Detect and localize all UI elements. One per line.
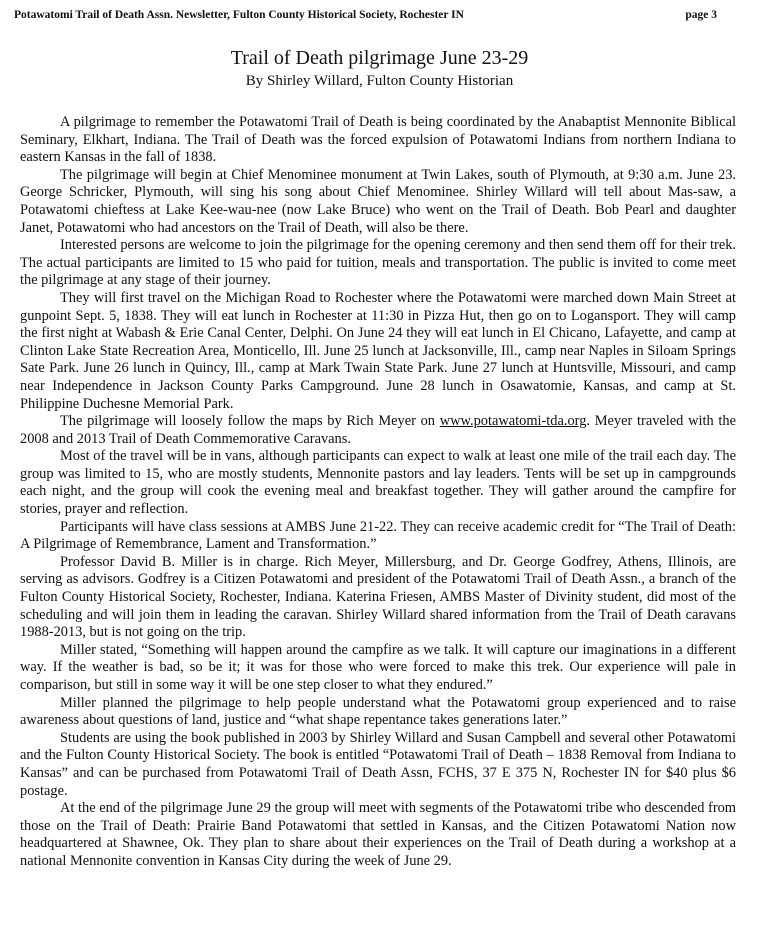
paragraph: Interested persons are welcome to join the pilgrimage for the opening ceremony and then send them off for their trek. The actual participants are limited to 15 who paid for tuition, meals and transportation. The public is invited to come meet the pilgrimage at any stage of their journey. <box>20 237 736 289</box>
paragraph-maps <box>20 413 736 448</box>
running-header <box>14 9 745 21</box>
paragraph: The pilgrimage will begin at Chief Menominee monument at Twin Lakes, south of Plymouth, at 9:30 a.m. June 23. George Schricker, Plymouth, will sing his song about Chief Menominee. Shirley Willard will tell about Mas-saw, a Potawatomi chieftess at Lake Kee-wau-nee (now Lake Bruce) who went on the Trail of Death. Bob Pearl and daughter Janet, Potawatomi who had ancestors on the Trail of Death, will also be there. <box>20 166 736 236</box>
article-body <box>20 114 736 871</box>
paragraph: They will first travel on the Michigan Road to Rochester where the Potawatomi were marched down Main Street at gunpoint Sept. 5, 1838. They will eat lunch in Rochester at 11:30 in Pizza Hut, then go on to Logansport. They will camp the first night at Wabash & Erie Canal Center, Delphi. On June 24 they will eat lunch in El Chicano, Lafayette, and camp at Clinton Lake State Recreation Area, Monticello, Ill. June 25 lunch at Jacksonville, Ill., camp near Naples in Siloam Springs Sate Park. June 26 lunch in Quincy, Ill., camp at Mark Twain State Park. June 27 lunch at Huntsville, Missouri, and camp near Independence in Jackson County Parks Campground. June 28 lunch in Osawatomie, Kansas, and camp at St. Philippine Duchesne Memorial Park. <box>20 289 736 412</box>
website-link[interactable]: www.potawatomi-tda.org <box>439 413 587 430</box>
maps-text-after: . Meyer traveled with the 2008 and 2013 Trail of Death Commemorative Caravans. <box>20 413 736 447</box>
page-number: page 3 <box>685 9 717 21</box>
maps-text-before: The pilgrimage will loosely follow the maps by Rich Meyer on <box>60 413 440 430</box>
paragraph: Miller stated, “Something will happen around the campfire as we talk. It will capture our imaginations in a different way. If the weather is bad, so be it; it was for those who were forced to make this trek. Our experience will pale in comparison, but still in some way it will be one step closer to what they endured.” <box>20 641 736 693</box>
paragraph: Miller planned the pilgrimage to help people understand what the Potawatomi group experienced and to raise awareness about questions of land, justice and “what shape repentance takes generations later.” <box>20 694 736 729</box>
paragraph: Participants will have class sessions at AMBS June 21-22. They can receive academic credit for “The Trail of Death: A Pilgrimage of Remembrance, Lament and Transformation.” <box>20 518 736 553</box>
newsletter-title: Potawatomi Trail of Death Assn. Newsletter, Fulton County Historical Society, Rochester IN <box>14 9 464 21</box>
article-title: Trail of Death pilgrimage June 23-29 <box>230 47 529 69</box>
article-byline: By Shirley Willard, Fulton County Historian <box>245 73 514 89</box>
paragraph: Professor David B. Miller is in charge. Rich Meyer, Millersburg, and Dr. George Godfrey, Athens, Illinois, are serving as advisors. Godfrey is a Citizen Potawatomi and president of the Potawatomi Trail of Death Assn., a branch of the Fulton County Historical Society, Rochester, Indiana. Katerina Friesen, AMBS Master of Divinity student, did most of the scheduling and will join them in leading the caravan. Shirley Willard shared information from the Trail of Death caravans 1988-2013, but is not going on the trip. <box>20 553 736 641</box>
paragraph: At the end of the pilgrimage June 29 the group will meet with segments of the Potawatomi tribe who descended from those on the Trail of Death: Prairie Band Potawatomi that settled in Kansas, and the Citizen Potawatomi Nation now headquartered at Shawnee, Ok. They plan to share about their experiences on the Trail of Death during a workshop at a national Mennonite convention in Kansas City during the week of June 29. <box>20 800 736 869</box>
paragraph: A pilgrimage to remember the Potawatomi Trail of Death is being coordinated by the Anabaptist Mennonite Biblical Seminary, Elkhart, Indiana. The Trail of Death was the forced expulsion of Potawatomi Indians from northern Indiana to eastern Kansas in the fall of 1838. <box>20 114 736 166</box>
paragraph: Students are using the book published in 2003 by Shirley Willard and Susan Campbell and several other Potawatomi and the Fulton County Historical Society. The book is entitled “Potawatomi Trail of Death – 1838 Removal from Indiana to Kansas” and can be purchased from Potawatomi Trail of Death Assn, FCHS, 37 E 375 N, Rochester IN for $40 plus $6 postage. <box>20 729 736 799</box>
paragraph: Most of the travel will be in vans, although participants can expect to walk at least one mile of the trail each day. The group was limited to 15, who are mostly students, Mennonite pastors and lay leaders. Tents will be set up in campgrounds each night, and the group will cook the evening meal and breakfast together. They will gather around the campfire for stories, prayer and reflection. <box>20 448 736 518</box>
